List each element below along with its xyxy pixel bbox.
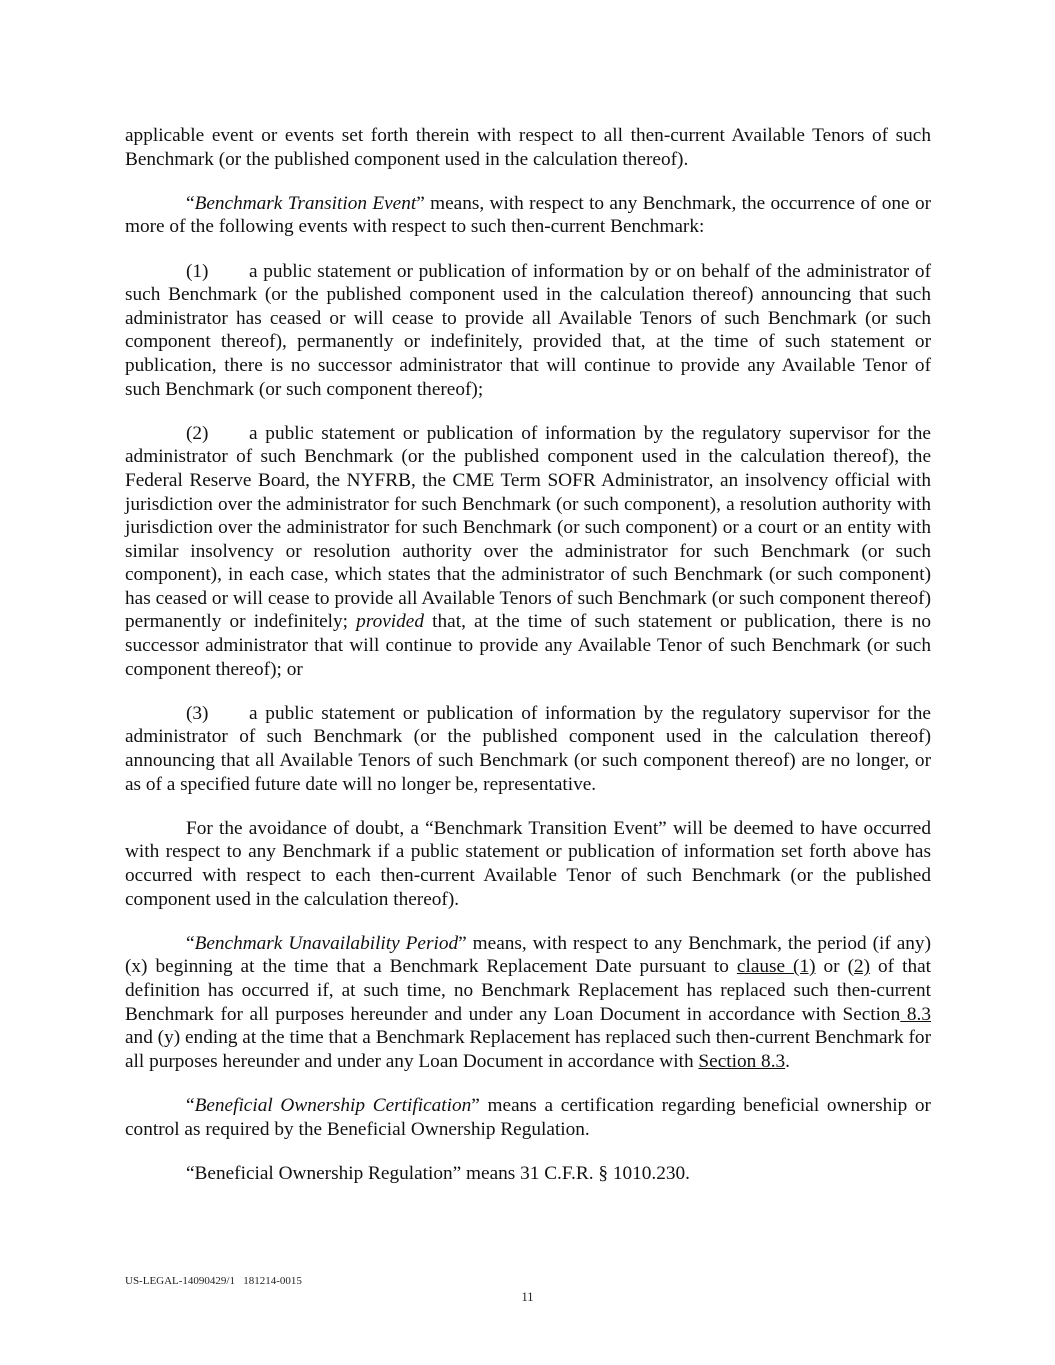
definition-beneficial-ownership-regulation: “Beneficial Ownership Regulation” means 31 C.F.R. § 1010.230. xyxy=(186,1162,690,1184)
paragraph-continuation: applicable event or events set forth therein with respect to all then-current Available Tenors of such Benchmark (or the published component used in the calculation thereof). xyxy=(125,125,931,170)
defined-term: Beneficial Ownership Certification xyxy=(194,1094,472,1116)
definition-beneficial-ownership-certification: “Beneficial Ownership Certification” means a certification regarding beneficial ownership or control as required by the Beneficial Ownership Regulation. xyxy=(125,1094,931,1140)
document-body xyxy=(125,124,931,1206)
clause-1-reference: clause (1) xyxy=(736,956,816,978)
doc-id: US-LEGAL-14090429/1 xyxy=(125,1275,235,1287)
section-8-3-reference: Section 8.3 xyxy=(698,1050,786,1072)
definition-benchmark-unavailability-period: “Benchmark Unavailability Period” means, with respect to any Benchmark, the period (if any) (x) beginning at the time that a Benchmark Replacement Date pursuant to clause (1) or (2) of that definition has occurred if, at such time, no Benchmark Replacement has replaced such then-current Benchmark for all purposes hereunder and under any Loan Document in accordance with Section 8.3 and (y) ending at the time that a Benchmark Replacement has replaced such then-current Benchmark for all purposes hereunder and under any Loan Document in accordance with Section 8.3. xyxy=(125,932,932,1072)
matter-number: 181214-0015 xyxy=(243,1275,302,1287)
item-number: (1) xyxy=(186,260,209,282)
section-8-3-reference: 8.3 xyxy=(900,1003,932,1025)
list-item-1: (1) a public statement or publication of information by or on behalf of the administrator of such Benchmark (or the published component used in the calculation thereof) announcing that such administrator has ceased or will cease to provide all Available Tenors of such Benchmark (or such component thereof), permanently or indefinitely, provided that, at the time of such statement or publication, there is no successor administrator that will continue to provide any Available Tenor of such Benchmark (or such component thereof); xyxy=(125,260,931,400)
footer-document-id xyxy=(125,1275,302,1288)
defined-term: Benchmark Transition Event xyxy=(194,192,417,214)
list-item-3: (3) a public statement or publication of information by the regulatory supervisor for the administrator of such Benchmark (or the published component used in the calculation thereof) announcing that all Available Tenors of such Benchmark (or such component thereof) are no longer, or as of a specified future date will no longer be, representative. xyxy=(125,702,931,795)
item-number: (3) xyxy=(186,702,209,724)
defined-term: Benchmark Unavailability Period xyxy=(194,932,459,954)
definition-benchmark-transition-event: “Benchmark Transition Event” means, with respect to any Benchmark, the occurrence of one or more of the following events with respect to such then-current Benchmark: xyxy=(125,192,932,238)
list-item-2: (2) a public statement or publication of information by the regulatory supervisor for the administrator of such Benchmark (or the published component used in the calculation thereof), the Federal Reserve Board, the NYFRB, the CME Term SOFR Administrator, an insolvency official with jurisdiction over the administrator for such Benchmark (or such component), a resolution authority with jurisdiction over the administrator for such Benchmark (or such component) or a court or an entity with similar insolvency or resolution authority over the administrator for such Benchmark (or such component), in each case, which states that the administrator of such Benchmark (or such component) has ceased or will cease to provide all Available Tenors of such Benchmark (or such component thereof) permanently or indefinitely; provided that, at the time of such statement or publication, there is no successor administrator that will continue to provide any Available Tenor of such Benchmark (or such component thereof); or xyxy=(125,422,931,680)
item-number: (2) xyxy=(186,422,209,444)
page-number: 11 xyxy=(521,1290,534,1304)
paragraph-avoidance-of-doubt: For the avoidance of doubt, a “Benchmark Transition Event” will be deemed to have occurred with respect to any Benchmark if a public statement or publication of information set forth above has occurred with respect to each then-current Available Tenor of such Benchmark (or the published component used in the calculation thereof). xyxy=(125,817,931,910)
clause-2-reference: 2) xyxy=(854,956,871,978)
